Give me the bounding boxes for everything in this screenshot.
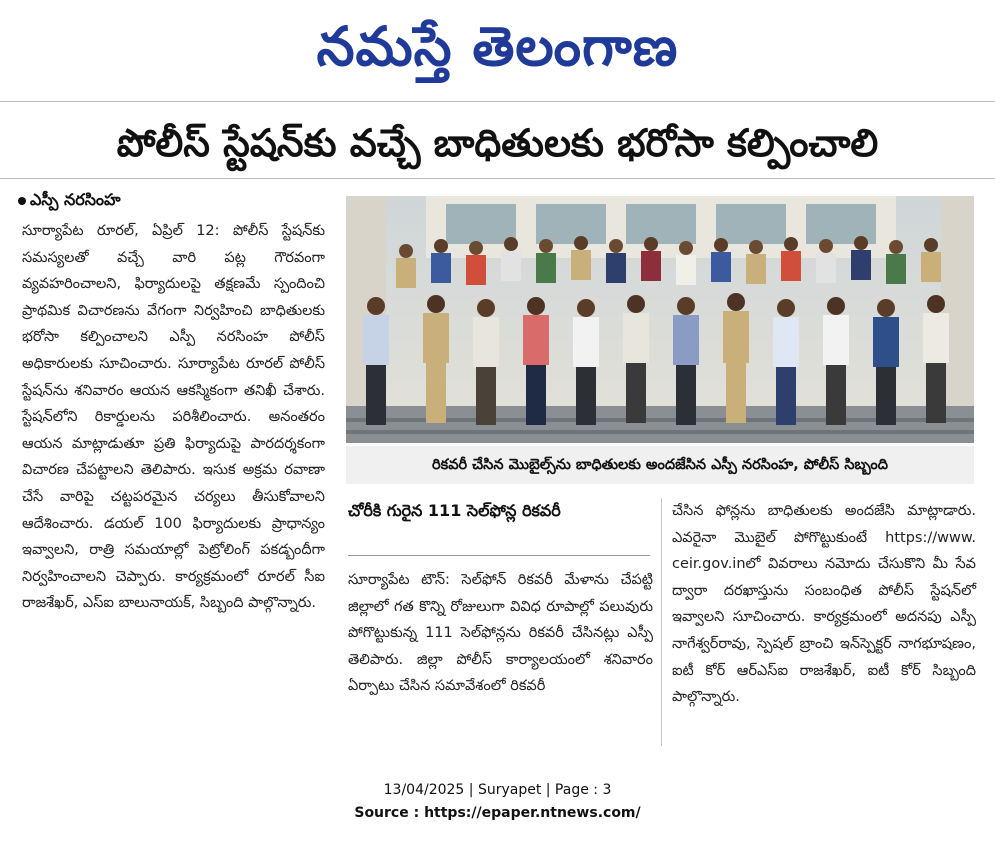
column-divider	[661, 498, 662, 746]
bullet-icon	[18, 197, 26, 205]
article-column-2: సూర్యాపేట టౌన్: సెల్‌ఫోన్ రికవరీ మేళాను చేపట్టి జిల్లాలో గత కొన్ని రోజులుగా వివిధ రూపాల్లో పలువురు పోగొట్టుకున్న 111 సెల్‌ఫోన్లను రికవరీ చేసినట్లు ఎస్పీ తెలిపారు. జిల్లా పోలీస్ కార్యాలయంలో శనివారం ఏర్పాటు చేసిన సమావేశంలో రికవరీ	[348, 572, 653, 695]
newspaper-logo: నమస్తే తెలంగాణ	[316, 14, 679, 78]
police-group-photo-image	[346, 196, 974, 443]
masthead-divider	[0, 101, 995, 102]
headline-divider	[0, 178, 995, 179]
byline-text: ఎస్పీ నరసింహ	[30, 190, 121, 209]
byline	[18, 190, 121, 213]
photo-caption: రికవరీ చేసిన మొబైల్స్‌ను బాధితులకు అందజేసిన ఎస్పీ నరసింహ, పోలీస్ సిబ్బంది	[346, 446, 974, 484]
headline: పోలీస్ స్టేషన్‌కు వచ్చే బాధితులకు భరోసా కల్పించాలి	[116, 121, 879, 165]
subheadline: చోరీకి గురైన 111 సెల్‌ఫోన్ల రికవరీ	[348, 501, 561, 520]
footer-date-edition: 13/04/2025 | Suryapet | Page : 3	[383, 782, 612, 798]
article-column-3: చేసిన ఫోన్లను బాధితులకు అందజేసి మాట్లాడారు. ఎవరైనా మొబైల్ పోగొట్టుకుంటే https://www. ceir.gov.inలో వివరాలు నమోదు చేసుకొని మీ సేవ ద్వారా దరఖాస్తును సంబంధిత పోలీస్ స్టేషన్‌లో ఇవ్వాలని సూచించారు. కార్యక్రమంలో అదనపు ఎస్పీ నాగేశ్వర్‌రావు, స్పెషల్ బ్రాంచి ఇన్‌స్పెక్టర్ నాగభూషణం, ఐటీ కోర్ ఆర్‌ఎస్ఐ రాజశేఖర్, ఐటీ కోర్ సిబ్బంది పాల్గొన్నారు.	[672, 503, 976, 706]
news-photo	[346, 196, 974, 443]
footer-source-link[interactable]: Source : https://epaper.ntnews.com/	[354, 805, 641, 821]
masthead	[0, 0, 995, 100]
subhead-divider	[348, 555, 650, 556]
article-column-1: సూర్యాపేట రూరల్, ఏప్రిల్ 12: పోలీస్ స్టేషన్‌కు సమస్యలతో వచ్చే వారి పట్ల గౌరవంగా వ్యవహరించాలని, ఫిర్యాదులపై తక్షణమే స్పందించి ప్రాథమిక విచారణను వేగంగా నిర్వహించి బాధితులకు భరోసా కల్పించాలని ఎస్పీ నరసింహ పోలీస్ అధికారులకు సూచించారు. సూర్యాపేట రూరల్ పోలీస్ స్టేషన్‌ను శనివారం ఆయన ఆకస్మికంగా తనిఖీ చేశారు. స్టేషన్‌లోని రికార్డులను పరిశీలించారు. అనంతరం ఆయన మాట్లాడుతూ ప్రతి ఫిర్యాదుపై పారదర్శకంగా విచారణ చేపట్టాలని తెలిపారు. ఇసుక అక్రమ రవాణా చేసే వారిపై చట్టపరమైన చర్యలు తీసుకోవాలని ఆదేశించారు. డయల్ 100 ఫిర్యాదులకు ప్రాధాన్యం ఇవ్వాలని, రాత్రి సమయాల్లో పెట్రోలింగ్ పకడ్బందీగా నిర్వహించాలని చెప్పారు. కార్యక్రమంలో రూరల్ సీఐ రాజశేఖర్, ఎస్ఐ బాలునాయక్, సిబ్బంది పాల్గొన్నారు.	[22, 223, 325, 612]
